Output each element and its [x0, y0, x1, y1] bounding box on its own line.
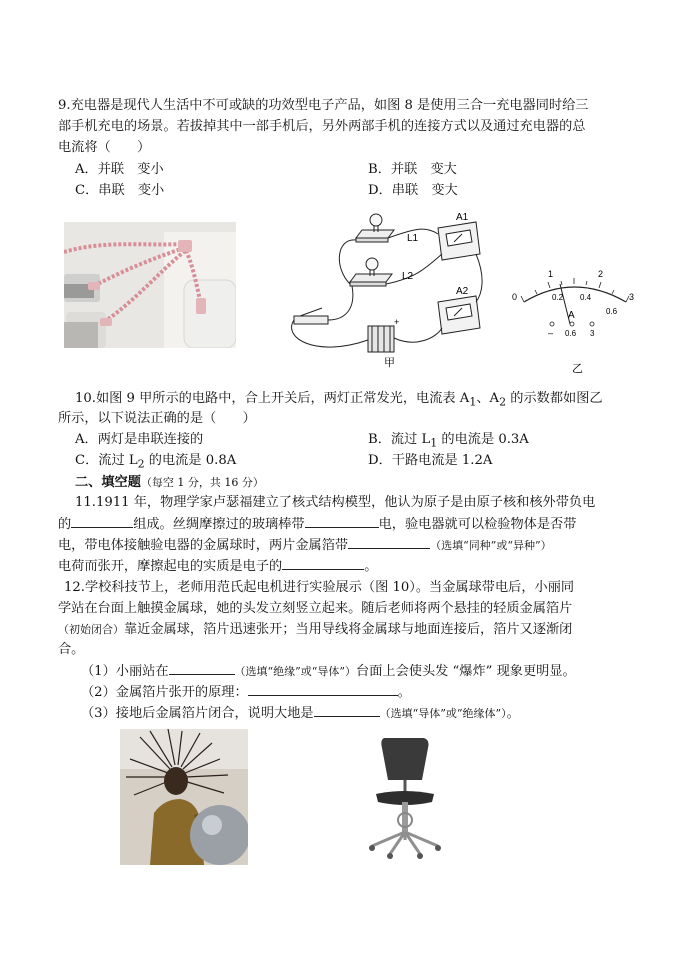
q10-option-d[interactable]: D．干路电流是 1.2A	[368, 453, 493, 468]
q12-sub3: （3）接地后金属箔片闭合，说明大地是 （选填“导体”或“绝缘体”）。	[81, 706, 520, 721]
terminal-3: 3	[590, 329, 595, 338]
ammeter-dial	[510, 262, 640, 377]
q10-option-c[interactable]: C．流过 $L_2$ 的电流是 0.8A	[75, 453, 237, 471]
q12-sub1: （1）小丽站在 （选填“绝缘”或“导体”）台面上会使头发 “爆炸” 现象更明显。	[81, 664, 576, 679]
q10-option-b[interactable]: B．流过 $L_1$ 的电流是 0.3A	[368, 432, 529, 450]
dial-bottom-04: 0.4	[580, 293, 592, 302]
dial-top-0: 0	[512, 292, 518, 302]
q11-line4: 电荷而张开，摩擦起电的实质是电子的 。	[58, 559, 378, 574]
q9-line2: 部手机充电的场景。若拔掉其中一部手机后，另外两部手机的连接方式以及通过充电器的总	[58, 119, 586, 134]
q9-option-d[interactable]: D．串联 变大	[368, 183, 458, 198]
section-title: 二、填空题（每空 1 分，共 16 分）	[75, 475, 264, 490]
q11-blank-3[interactable]	[348, 536, 430, 549]
q11-line1: 11.1911 年，物理学家卢瑟福建立了核式结构模型，他认为原子是由原子核和核外带负电	[75, 495, 596, 510]
q9-option-b[interactable]: B．并联 变大	[368, 162, 457, 177]
static-hair-photo	[120, 729, 248, 865]
q12-blank-3[interactable]	[314, 704, 380, 717]
q11-line2: 的 组成。丝绸摩擦过的玻璃棒带 电，验电器就可以检验物体是否带	[58, 517, 577, 532]
q12-line2: 学站在台面上触摸金属球，她的头发立刻竖立起来。随后老师将两个悬挂的轻质金属箔片	[58, 601, 573, 616]
q12-line1: 12.学校科技节上，老师用范氏起电机进行实验展示（图 10）。当金属球带电后，小丽同	[64, 580, 575, 595]
q11-blank-4[interactable]	[282, 557, 364, 570]
label-a1: A1	[456, 212, 469, 223]
q9-line3: 电流将（ ）	[58, 140, 151, 155]
q9-line1: 9.充电器是现代人生活中不可或缺的功效型电子产品，如图 8 是使用三合一充电器同时给三	[58, 98, 589, 113]
terminal-neg: –	[548, 328, 554, 338]
chair-image	[362, 736, 448, 860]
label-l2: L2	[402, 271, 414, 282]
q11-line3: 电，带电体接触验电器的金属球时，两片金属箔带 （选填“同种”或“异种”）	[58, 538, 552, 553]
q10-line2: 所示，以下说法正确的是（ ）	[58, 411, 256, 426]
q9-option-a[interactable]: A．并联 变小	[75, 162, 164, 177]
q12-sub2: （2）金属箔片张开的原理： 。	[81, 685, 411, 700]
dial-unit: A	[568, 310, 575, 321]
terminal-06: 0.6	[565, 329, 577, 338]
q12-line3: （初始闭合）靠近金属球，箔片迅速张开；当用导线将金属球与地面连接后，箔片又逐渐闭	[58, 622, 573, 637]
caption-jia: 甲	[384, 357, 395, 368]
q12-line4: 合。	[58, 642, 85, 657]
q12-blank-1[interactable]	[169, 662, 235, 675]
dial-top-1: 1	[548, 269, 554, 279]
q10-line1: 10.如图 9 甲所示的电路中，合上开关后，两灯正常发光，电流表 $A_1$、$A_2$ 的示数都如图乙	[75, 391, 603, 409]
label-l1: L1	[407, 233, 419, 244]
q11-blank-1[interactable]	[71, 515, 133, 528]
circuit-diagram	[286, 208, 506, 368]
q9-option-c[interactable]: C．串联 变小	[75, 183, 165, 198]
dial-top-2: 2	[598, 269, 604, 279]
dial-bottom-02: 0.2	[552, 293, 564, 302]
caption-yi: 乙	[572, 363, 583, 375]
label-a2: A2	[456, 286, 469, 297]
svg-text:+: +	[394, 317, 400, 327]
q10-option-a[interactable]: A．两灯是串联连接的	[75, 432, 204, 447]
charger-photo	[64, 222, 236, 348]
q11-blank-2[interactable]	[305, 515, 379, 528]
dial-top-3: 3	[629, 292, 635, 302]
q12-blank-2[interactable]	[248, 683, 398, 696]
dial-bottom-06: 0.6	[606, 307, 618, 316]
